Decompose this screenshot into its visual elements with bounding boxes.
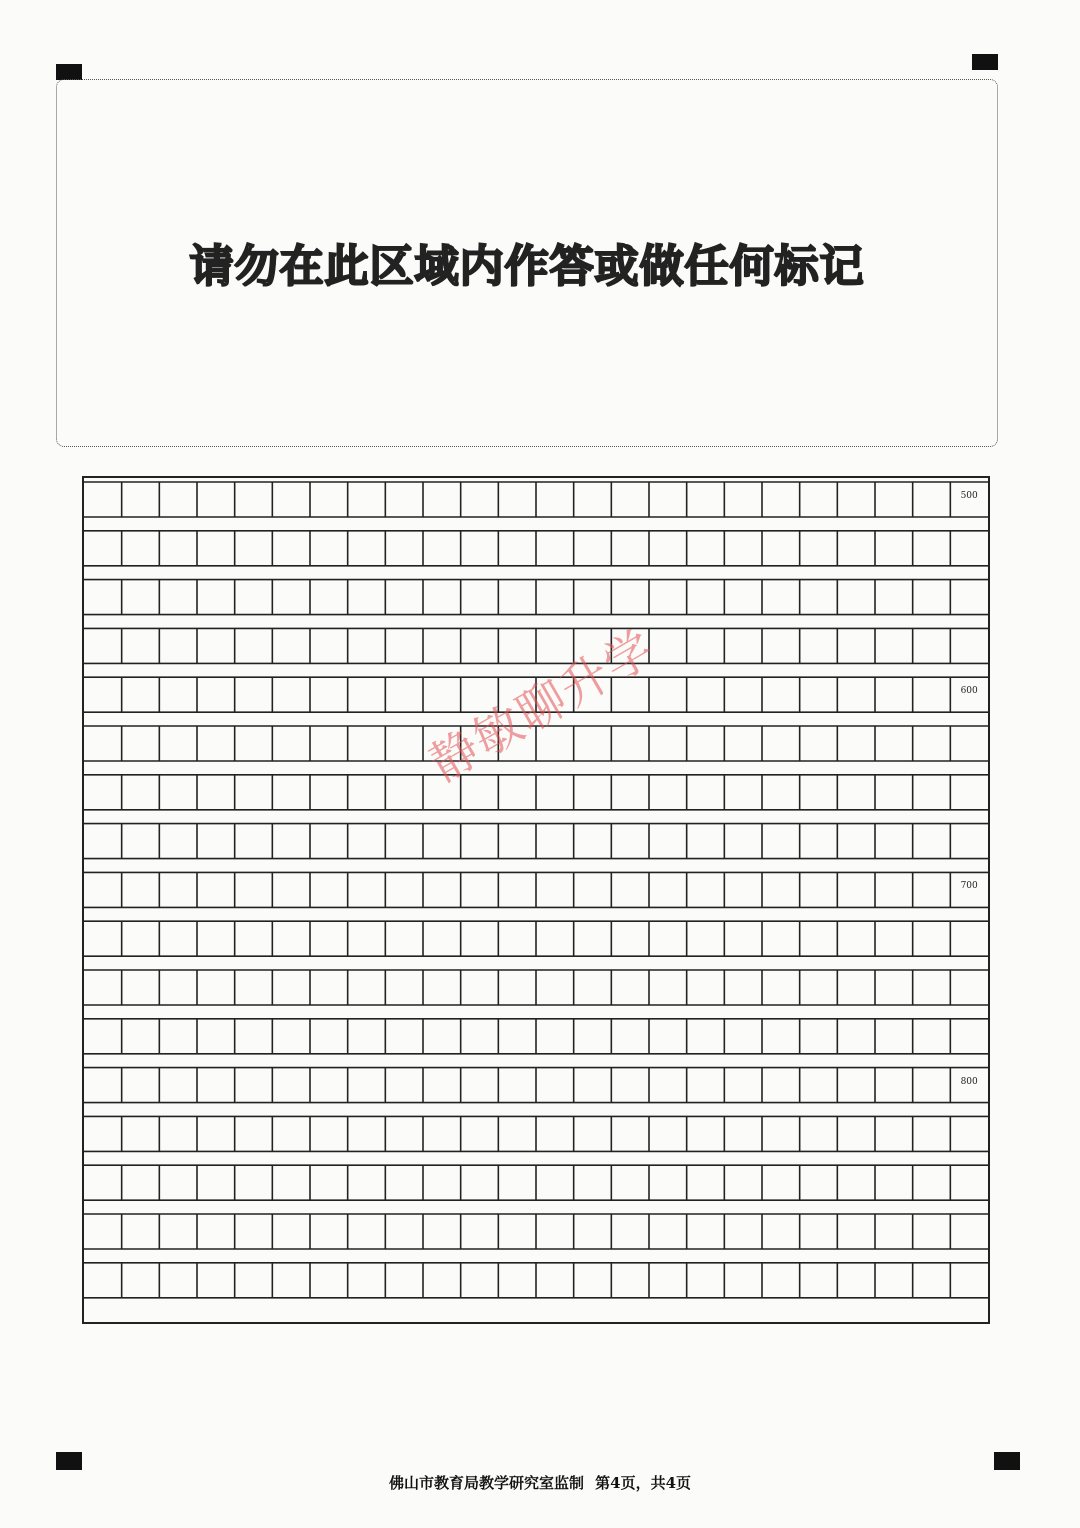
grid-row [84, 628, 988, 663]
word-count-marker: 700 [960, 881, 978, 892]
grid-row [84, 1068, 988, 1103]
no-write-notice: 请勿在此区域内作答或做任何标记 [189, 241, 865, 292]
grid-row [84, 970, 988, 1005]
word-count-marker: 800 [960, 1076, 978, 1087]
grid-row [84, 775, 988, 810]
word-count-marker: 600 [960, 686, 978, 697]
registration-mark-top-right [972, 54, 998, 70]
grid-row [84, 1019, 988, 1054]
grid-row [84, 482, 988, 517]
registration-mark-bottom-left [56, 1452, 82, 1470]
no-write-zone [56, 79, 998, 447]
grid-row [84, 1116, 988, 1151]
grid-row [84, 580, 988, 615]
grid-row [84, 1263, 988, 1298]
registration-mark-top-left [56, 64, 82, 80]
composition-grid [82, 476, 990, 1324]
grid-row [84, 824, 988, 859]
composition-grid-lines [84, 478, 988, 1322]
page-footer: 佛山市教育局教学研究室监制 第4页，共4页 [388, 1474, 692, 1492]
grid-row [84, 1165, 988, 1200]
word-count-marker: 500 [960, 491, 978, 501]
grid-row [84, 921, 988, 956]
grid-row [84, 1214, 988, 1249]
grid-row [84, 531, 988, 566]
grid-row [84, 872, 988, 907]
watermark: 静敏聊升学 [420, 619, 666, 794]
registration-mark-bottom-right [994, 1452, 1020, 1470]
